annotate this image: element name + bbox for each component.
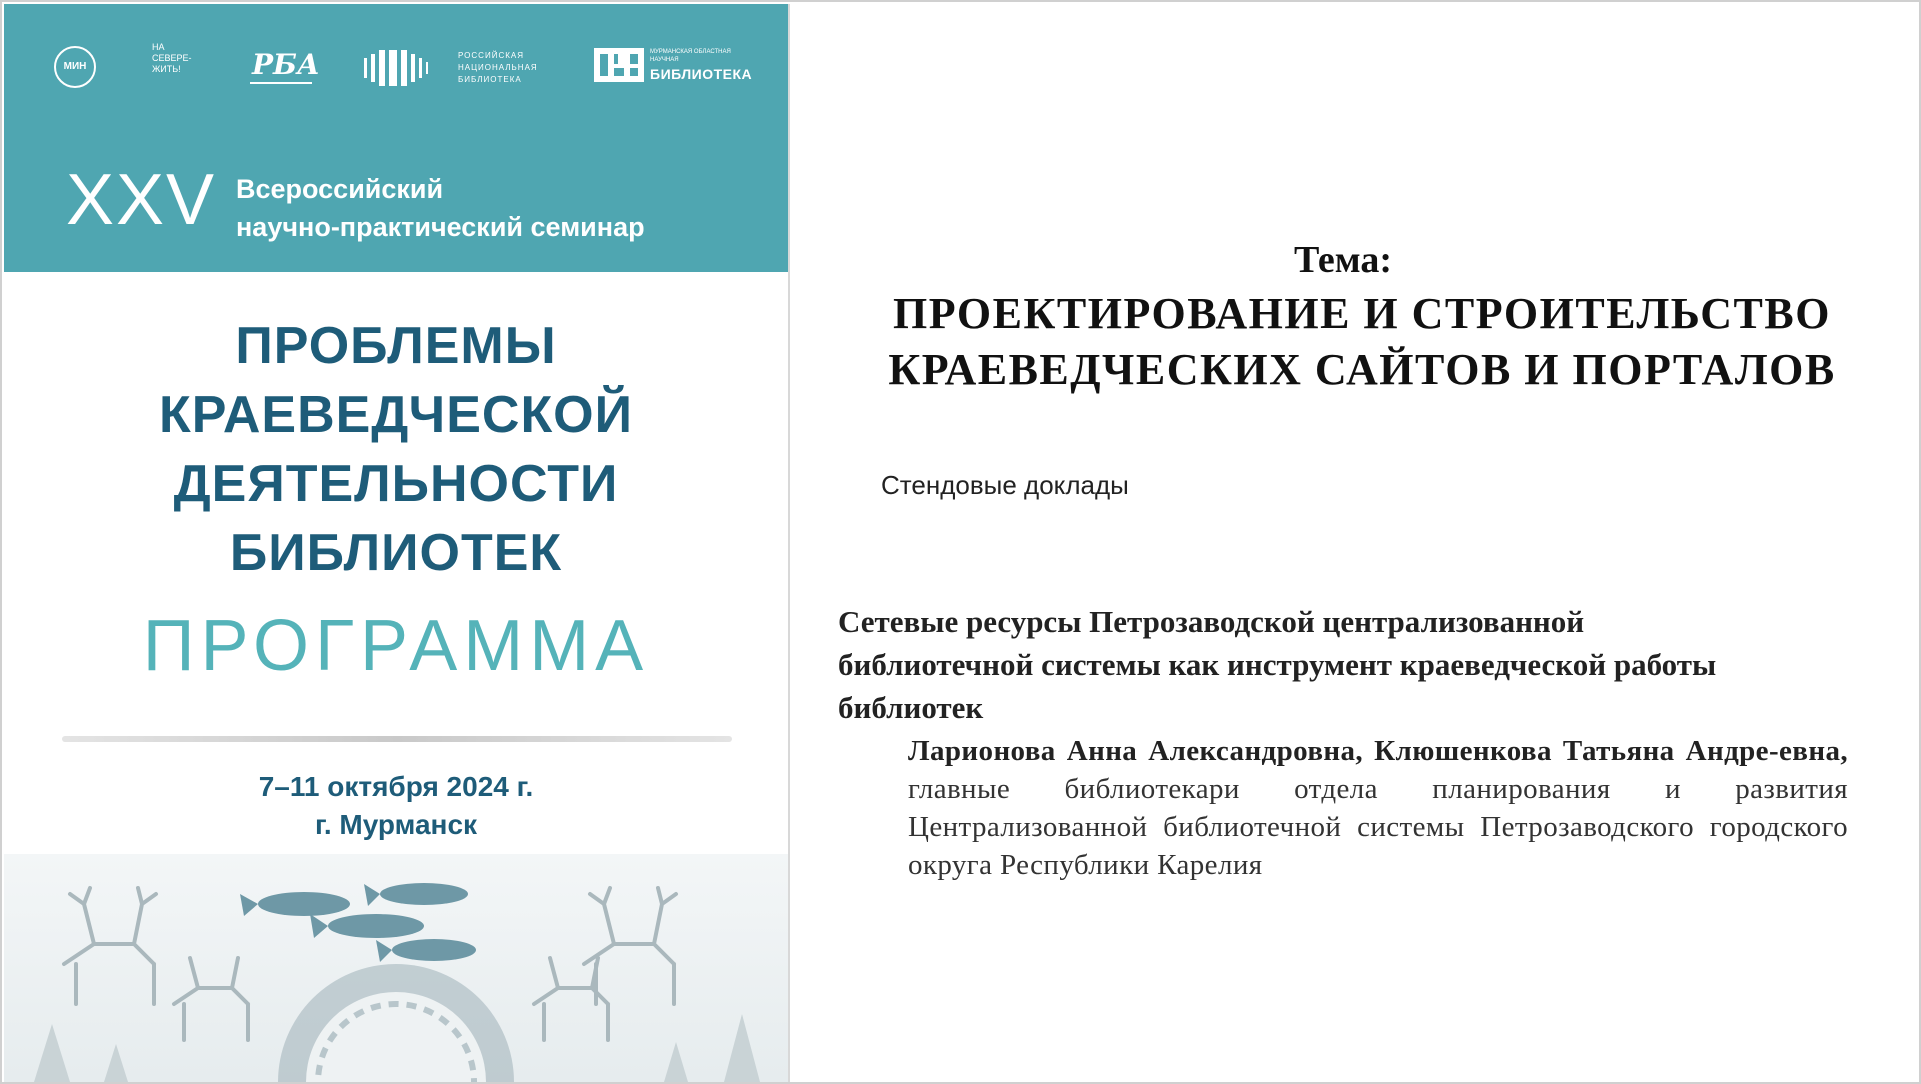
program-cover bbox=[4, 4, 788, 1082]
mgonb-logo-big-text: БИБЛИОТЕКА bbox=[650, 66, 753, 82]
report-title-line-1: Сетевые ресурсы Петрозаводской централизованной bbox=[838, 604, 1585, 639]
partner-logos bbox=[54, 38, 754, 98]
na-severe-zhit-logo: НА СЕВЕРЕ-ЖИТЬ! bbox=[152, 42, 192, 74]
report-title-line-2: библиотечной системы как инструмент краеведческой работы bbox=[838, 647, 1717, 682]
cover-title-line-4: БИБЛИОТЕК bbox=[229, 524, 563, 582]
mgonb-logo-mark bbox=[594, 48, 644, 82]
cover-divider bbox=[62, 736, 732, 742]
topic-title-line-2: КРАЕВЕДЧЕСКИХ САЙТОВ И ПОРТАЛОВ bbox=[888, 345, 1836, 394]
cover-ornament-illustration bbox=[4, 854, 788, 1082]
section-label: Стендовые доклады bbox=[881, 470, 1129, 500]
cover-program-word: ПРОГРАММА bbox=[142, 606, 650, 686]
topic-title-line-1: ПРОЕКТИРОВАНИЕ И СТРОИТЕЛЬСТВО bbox=[893, 289, 1831, 338]
rba-logo: РБА bbox=[252, 48, 320, 81]
topic-label: Тема: bbox=[1294, 239, 1393, 281]
seminar-subtitle-line-1: Всероссийский bbox=[236, 174, 444, 204]
rba-logo-underline bbox=[250, 82, 312, 84]
seminar-number: XXV bbox=[66, 160, 217, 240]
seminar-subtitle bbox=[236, 170, 645, 246]
report-authors-block bbox=[908, 732, 1848, 884]
report-affiliation: главные библиотекари отдела планирования и развития Централизованной библиотечной системы Петрозаводского городского округа Республики Карелия bbox=[908, 773, 1848, 881]
report-title bbox=[838, 600, 1858, 729]
cover-edge-divider bbox=[788, 4, 790, 1082]
report-authors: Ларионова Анна Александровна, Клюшенкова Татьяна Андре-евна, bbox=[908, 735, 1848, 767]
topic-title bbox=[862, 286, 1862, 398]
cover-title-line-3: ДЕЯТЕЛЬНОСТИ bbox=[173, 455, 619, 513]
cover-dates: 7–11 октября 2024 г. bbox=[258, 771, 534, 802]
cover-title-line-2: КРАЕВЕДЧЕСКОЙ bbox=[158, 386, 634, 444]
rnb-logo-mark bbox=[364, 50, 430, 86]
cover-title bbox=[4, 312, 788, 588]
cover-city: г. Мурманск bbox=[314, 809, 478, 840]
ministry-logo: МИН bbox=[54, 46, 96, 88]
seminar-subtitle-line-2: научно-практический семинар bbox=[236, 212, 645, 242]
rnb-logo-text: РОССИЙСКАЯ НАЦИОНАЛЬНАЯ БИБЛИОТЕКА bbox=[458, 51, 538, 84]
cover-title-line-1: ПРОБЛЕМЫ bbox=[235, 317, 557, 375]
report-title-line-3: библиотек bbox=[838, 690, 984, 725]
mgonb-logo-small-text: МУРМАНСКАЯ ОБЛАСТНАЯ НАУЧНАЯ bbox=[650, 49, 731, 63]
